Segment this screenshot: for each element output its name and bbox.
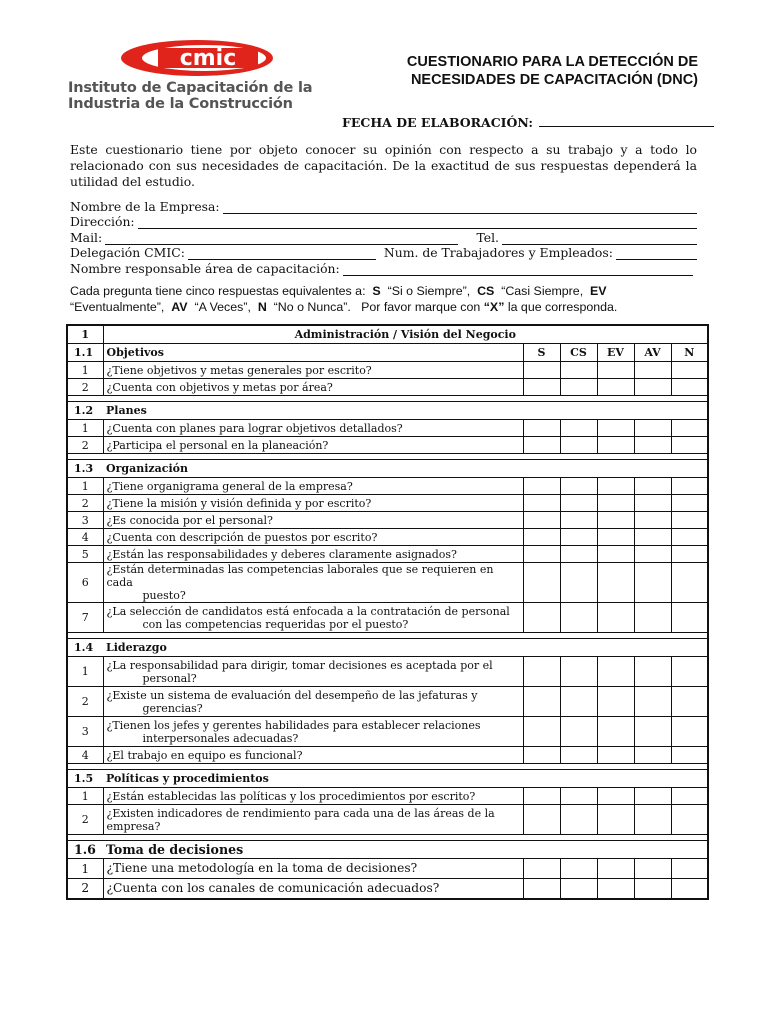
question-line: ¿Tiene objetivos y metas generales por escrito? [106, 363, 372, 377]
instr-ev-text: “Eventualmente”, [70, 300, 165, 314]
instr-text-1: Cada pregunta tiene cinco respuestas equivalentes a: [70, 284, 366, 298]
question-number: 3 [67, 512, 103, 529]
answer-cell-n[interactable] [671, 512, 708, 529]
answer-cell-n[interactable] [671, 747, 708, 764]
column-header-cs: CS [560, 344, 597, 362]
answer-cell-av[interactable] [634, 563, 671, 603]
answer-cell-ev[interactable] [597, 687, 634, 717]
field-mail-tel [70, 229, 697, 245]
answer-cell-ev[interactable] [597, 747, 634, 764]
answer-cell-av[interactable] [634, 879, 671, 899]
answer-cell-ev[interactable] [597, 788, 634, 805]
answer-cell-n[interactable] [671, 478, 708, 495]
question-text [103, 603, 523, 633]
logo-mark-text: cmic [179, 46, 237, 71]
answer-cell-n[interactable] [671, 420, 708, 437]
answer-cell-s[interactable] [523, 687, 560, 717]
question-line: ¿Están establecidas las políticas y los procedimientos por escrito? [106, 789, 476, 803]
answer-cell-s[interactable] [523, 420, 560, 437]
answer-cell-cs[interactable] [560, 717, 597, 747]
answer-cell-n[interactable] [671, 805, 708, 835]
answer-cell-cs[interactable] [560, 362, 597, 379]
question-line: ¿La responsabilidad para dirigir, tomar decisiones es aceptada por el [106, 658, 493, 672]
field-delegacion-label: Delegación CMIC: [70, 245, 185, 260]
answer-cell-av[interactable] [634, 512, 671, 529]
answer-cell-cs[interactable] [560, 420, 597, 437]
answer-cell-cs[interactable] [560, 687, 597, 717]
question-text [103, 879, 523, 899]
answer-cell-cs[interactable] [560, 495, 597, 512]
section-row-1.2 [67, 402, 708, 420]
question-line: ¿La selección de candidatos está enfocada a la contratación de personal [106, 604, 510, 618]
answer-cell-ev[interactable] [597, 362, 634, 379]
instr-text-3: la que corresponda. [507, 300, 618, 314]
question-line: ¿Existe un sistema de evaluación del desempeño de las jefaturas y [106, 688, 478, 702]
answer-cell-av[interactable] [634, 437, 671, 454]
question-line: ¿Existen indicadores de rendimiento para cada una de las áreas de la [106, 806, 495, 820]
question-text [103, 512, 523, 529]
column-header-ev: EV [597, 344, 634, 362]
question-line: ¿El trabajo en equipo es funcional? [106, 748, 303, 762]
field-empresa-label: Nombre de la Empresa: [70, 198, 220, 214]
question-row [67, 805, 708, 835]
question-number: 2 [67, 879, 103, 899]
question-row [67, 437, 708, 454]
answer-cell-ev[interactable] [597, 529, 634, 546]
question-text [103, 747, 523, 764]
question-line: ¿Están determinadas las competencias laborales que se requieren en cada [106, 563, 494, 589]
question-number: 2 [67, 379, 103, 396]
answer-cell-cs[interactable] [560, 747, 597, 764]
section-title: Planes [103, 402, 708, 420]
answer-cell-av[interactable] [634, 420, 671, 437]
question-line: ¿Cuenta con los canales de comunicación adecuados? [106, 880, 440, 895]
answer-cell-ev[interactable] [597, 478, 634, 495]
question-number: 1 [67, 859, 103, 879]
answer-cell-cs[interactable] [560, 805, 597, 835]
answer-cell-cs[interactable] [560, 437, 597, 454]
question-line: con las competencias requeridas por el puesto? [142, 617, 409, 631]
question-number: 3 [67, 717, 103, 747]
section-title: Organización [103, 460, 708, 478]
answer-cell-s[interactable] [523, 747, 560, 764]
section-title: Objetivos [103, 344, 523, 362]
question-text [103, 805, 523, 835]
field-direccion [70, 214, 697, 230]
table-header-title: Administración / Visión del Negocio [103, 325, 708, 344]
instr-cs: CS [477, 284, 495, 298]
field-mail-label: Mail: [70, 229, 103, 245]
answer-cell-ev[interactable] [597, 563, 634, 603]
answer-cell-n[interactable] [671, 379, 708, 396]
answer-cell-ev[interactable] [597, 657, 634, 687]
answer-cell-n[interactable] [671, 657, 708, 687]
answer-cell-ev[interactable] [597, 859, 634, 879]
question-text [103, 529, 523, 546]
field-tel-line[interactable] [502, 233, 697, 245]
question-number: 1 [67, 788, 103, 805]
answer-cell-s[interactable] [523, 512, 560, 529]
field-responsable [70, 260, 697, 276]
answer-cell-ev[interactable] [597, 879, 634, 899]
answer-cell-ev[interactable] [597, 379, 634, 396]
question-text [103, 687, 523, 717]
answer-cell-av[interactable] [634, 529, 671, 546]
answer-cell-s[interactable] [523, 379, 560, 396]
question-line: ¿Tienen los jefes y gerentes habilidades para establecer relaciones [106, 718, 481, 732]
question-line: puesto? [142, 589, 186, 602]
answer-cell-s[interactable] [523, 879, 560, 899]
question-line: ¿Cuenta con planes para lograr objetivos detallados? [106, 421, 403, 435]
table-header-row [67, 325, 708, 344]
question-line: ¿Tiene la misión y visión definida y por escrito? [106, 496, 372, 510]
field-empresa-line[interactable] [223, 202, 697, 214]
question-number: 1 [67, 657, 103, 687]
fecha-blank-line[interactable] [539, 113, 714, 127]
answer-cell-ev[interactable] [597, 805, 634, 835]
answer-cell-cs[interactable] [560, 546, 597, 563]
answer-cell-s[interactable] [523, 563, 560, 603]
answer-cell-ev[interactable] [597, 546, 634, 563]
answer-cell-cs[interactable] [560, 657, 597, 687]
section-row-1.6 [67, 841, 708, 859]
answer-cell-av[interactable] [634, 687, 671, 717]
question-line: ¿Cuenta con objetivos y metas por área? [106, 380, 333, 394]
questionnaire-table [66, 324, 709, 900]
answer-cell-s[interactable] [523, 546, 560, 563]
section-number: 1.3 [67, 460, 103, 478]
field-trabajadores-line[interactable] [616, 248, 697, 260]
field-mail-line[interactable] [105, 233, 458, 245]
section-title: Toma de decisiones [103, 841, 708, 859]
question-text [103, 546, 523, 563]
question-number: 5 [67, 546, 103, 563]
answer-cell-s[interactable] [523, 788, 560, 805]
answer-cell-ev[interactable] [597, 420, 634, 437]
answer-cell-av[interactable] [634, 603, 671, 633]
answer-cell-cs[interactable] [560, 859, 597, 879]
question-row [67, 420, 708, 437]
answer-cell-n[interactable] [671, 546, 708, 563]
instructions [70, 283, 697, 315]
question-text [103, 717, 523, 747]
document-title [330, 53, 698, 89]
logo-institute-line2: Industria de la Construcción [68, 96, 293, 112]
question-row [67, 546, 708, 563]
question-row [67, 495, 708, 512]
field-responsable-line[interactable] [343, 264, 693, 276]
question-text [103, 420, 523, 437]
section-number: 1.6 [67, 841, 103, 859]
question-line: empresa? [106, 819, 161, 833]
title-line2: NECESIDADES DE CAPACITACIÓN (DNC) [410, 72, 698, 88]
answer-cell-n[interactable] [671, 603, 708, 633]
question-line: ¿Están las responsabilidades y deberes claramente asignados? [106, 547, 457, 561]
answer-cell-cs[interactable] [560, 379, 597, 396]
answer-cell-av[interactable] [634, 805, 671, 835]
answer-cell-av[interactable] [634, 788, 671, 805]
answer-cell-av[interactable] [634, 859, 671, 879]
answer-cell-av[interactable] [634, 546, 671, 563]
field-empresa [70, 198, 697, 214]
answer-cell-n[interactable] [671, 788, 708, 805]
answer-cell-av[interactable] [634, 362, 671, 379]
answer-cell-n[interactable] [671, 687, 708, 717]
answer-cell-cs[interactable] [560, 879, 597, 899]
answer-cell-av[interactable] [634, 478, 671, 495]
intro-paragraph: Este cuestionario tiene por objeto conocer su opinión con respecto a su trabajo y a todo lo relacionado con sus necesidades de capacitación. De la exactitud de sus respuestas dependerá la utilidad del estudio. [70, 142, 697, 189]
question-text [103, 362, 523, 379]
question-number: 2 [67, 495, 103, 512]
question-row [67, 478, 708, 495]
fecha-label: FECHA DE ELABORACIÓN: [342, 115, 533, 130]
question-row [67, 512, 708, 529]
question-text [103, 478, 523, 495]
instr-av: AV [171, 300, 188, 314]
instr-s: S [372, 284, 381, 298]
section-number: 1.5 [67, 770, 103, 788]
question-text [103, 495, 523, 512]
answer-cell-s[interactable] [523, 478, 560, 495]
question-number: 7 [67, 603, 103, 633]
instr-n-text: “No o Nunca”. [273, 300, 351, 314]
section-title: Políticas y procedimientos [103, 770, 708, 788]
section-number: 1.4 [67, 639, 103, 657]
answer-cell-s[interactable] [523, 859, 560, 879]
answer-cell-ev[interactable] [597, 512, 634, 529]
fecha-field [342, 113, 714, 130]
question-row [67, 859, 708, 879]
question-line: gerencias? [142, 701, 203, 715]
answer-cell-n[interactable] [671, 362, 708, 379]
section-row-1.1 [67, 344, 708, 362]
answer-cell-s[interactable] [523, 362, 560, 379]
question-text [103, 437, 523, 454]
answer-cell-ev[interactable] [597, 717, 634, 747]
answer-cell-av[interactable] [634, 747, 671, 764]
answer-cell-s[interactable] [523, 657, 560, 687]
field-tel-label: Tel. [476, 229, 499, 245]
answer-cell-cs[interactable] [560, 529, 597, 546]
question-row [67, 879, 708, 899]
answer-cell-cs[interactable] [560, 603, 597, 633]
column-header-n: N [671, 344, 708, 362]
question-line: ¿Tiene una metodología en la toma de decisiones? [106, 861, 418, 875]
question-row [67, 362, 708, 379]
answer-cell-n[interactable] [671, 529, 708, 546]
answer-cell-n[interactable] [671, 437, 708, 454]
answer-cell-n[interactable] [671, 879, 708, 899]
question-row [67, 603, 708, 633]
instr-s-text: “Si o Siempre”, [387, 284, 471, 298]
question-number: 2 [67, 437, 103, 454]
answer-cell-cs[interactable] [560, 478, 597, 495]
question-number: 1 [67, 478, 103, 495]
answer-cell-s[interactable] [523, 805, 560, 835]
cmic-logo [68, 38, 313, 114]
answer-cell-s[interactable] [523, 437, 560, 454]
instr-cs-text: “Casi Siempre, [501, 284, 584, 298]
section-row-1.5 [67, 770, 708, 788]
question-row [67, 379, 708, 396]
section-row-1.3 [67, 460, 708, 478]
instr-text-2: Por favor marque con [361, 300, 481, 314]
question-number: 2 [67, 687, 103, 717]
question-line: ¿Participa el personal en la planeación? [106, 438, 329, 452]
question-line: ¿Es conocida por el personal? [106, 513, 273, 527]
question-number: 4 [67, 529, 103, 546]
question-text [103, 657, 523, 687]
question-number: 4 [67, 747, 103, 764]
question-number: 2 [67, 805, 103, 835]
answer-cell-cs[interactable] [560, 788, 597, 805]
field-direccion-label: Dirección: [70, 214, 135, 229]
answer-cell-n[interactable] [671, 717, 708, 747]
cmic-logo-mark [118, 38, 276, 78]
question-line: personal? [142, 671, 197, 685]
instr-x: “X” [483, 300, 505, 314]
question-row [67, 788, 708, 805]
question-line: ¿Tiene organigrama general de la empresa? [106, 479, 353, 493]
section-title: Liderazgo [103, 639, 708, 657]
answer-cell-n[interactable] [671, 563, 708, 603]
question-number: 1 [67, 362, 103, 379]
field-direccion-line[interactable] [138, 217, 697, 229]
answer-cell-cs[interactable] [560, 512, 597, 529]
question-row [67, 657, 708, 687]
question-text [103, 379, 523, 396]
field-trabajadores-label: Num. de Trabajadores y Empleados: [383, 245, 613, 260]
answer-cell-s[interactable] [523, 603, 560, 633]
instr-n: N [257, 300, 267, 314]
answer-cell-av[interactable] [634, 657, 671, 687]
question-row [67, 563, 708, 603]
company-fields [70, 198, 697, 276]
table-header-number: 1 [67, 325, 103, 344]
answer-cell-s[interactable] [523, 495, 560, 512]
instr-av-text: “A Veces”, [194, 300, 251, 314]
question-number: 6 [67, 563, 103, 603]
question-text [103, 788, 523, 805]
answer-cell-ev[interactable] [597, 495, 634, 512]
answer-cell-ev[interactable] [597, 603, 634, 633]
instr-ev: EV [590, 284, 607, 298]
answer-cell-s[interactable] [523, 717, 560, 747]
answer-cell-av[interactable] [634, 379, 671, 396]
field-responsable-label: Nombre responsable área de capacitación: [70, 260, 340, 276]
logo-institute-line1: Instituto de Capacitación de la [68, 80, 313, 96]
question-row [67, 747, 708, 764]
title-line1: CUESTIONARIO PARA LA DETECCIÓN DE [406, 54, 698, 70]
question-row [67, 687, 708, 717]
answer-cell-cs[interactable] [560, 563, 597, 603]
answer-cell-s[interactable] [523, 529, 560, 546]
answer-cell-ev[interactable] [597, 437, 634, 454]
section-row-1.4 [67, 639, 708, 657]
column-header-av: AV [634, 344, 671, 362]
field-delegacion-line[interactable] [188, 248, 376, 260]
question-line: ¿Cuenta con descripción de puestos por escrito? [106, 530, 378, 544]
answer-cell-n[interactable] [671, 859, 708, 879]
question-row [67, 717, 708, 747]
answer-cell-av[interactable] [634, 495, 671, 512]
question-text [103, 859, 523, 879]
column-header-s: S [523, 344, 560, 362]
question-number: 1 [67, 420, 103, 437]
question-text [103, 563, 523, 603]
answer-cell-n[interactable] [671, 495, 708, 512]
section-number: 1.1 [67, 344, 103, 362]
field-delegacion [70, 245, 697, 261]
answer-cell-av[interactable] [634, 717, 671, 747]
question-row [67, 529, 708, 546]
question-line: interpersonales adecuadas? [142, 731, 299, 745]
section-number: 1.2 [67, 402, 103, 420]
